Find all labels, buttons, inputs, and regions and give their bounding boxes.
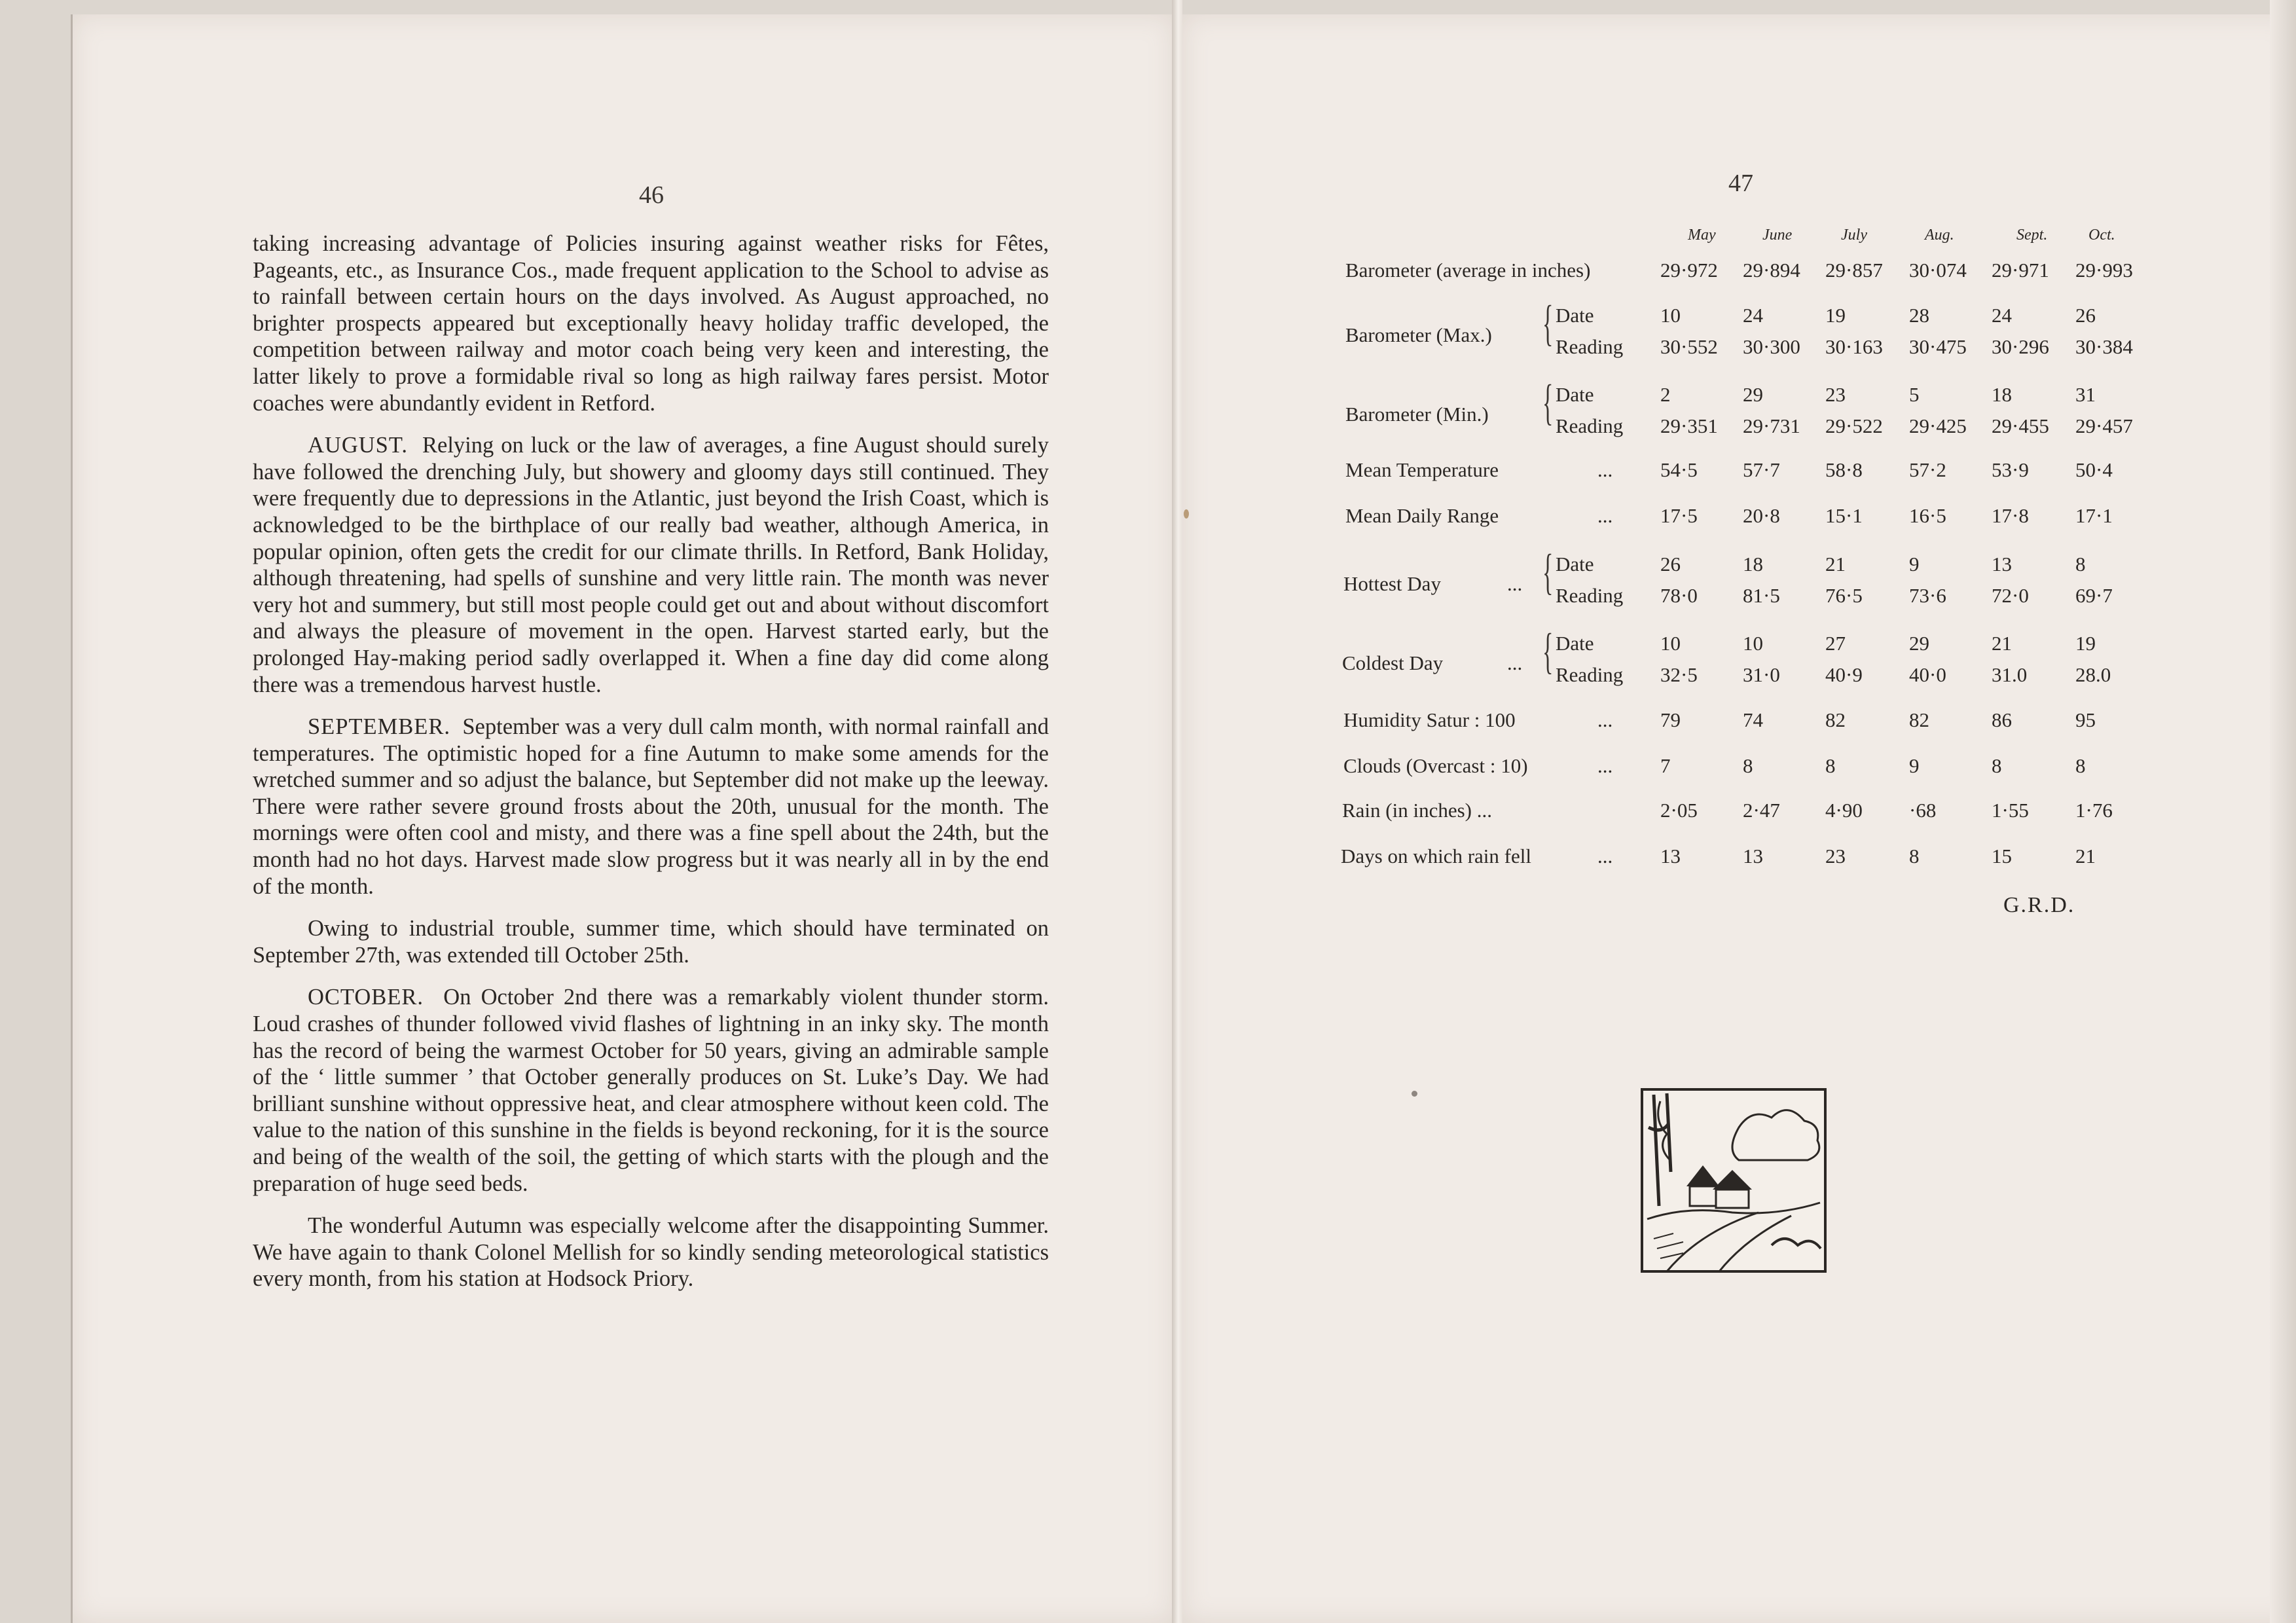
row-leader-dots: ... (1597, 754, 1613, 777)
table-cell-reading: 29·455 (1992, 414, 2049, 437)
table-cell-reading: 40·0 (1909, 663, 1946, 686)
table-cell: 9 (1909, 754, 1920, 777)
table-cell: 13 (1743, 845, 1763, 867)
table-cell-reading: 29·351 (1660, 414, 1718, 437)
table-cell-date: 27 (1825, 632, 1846, 655)
row-label: Mean Daily Range (1345, 504, 1499, 527)
table-cell: 86 (1992, 708, 2012, 731)
table-cell-reading: 40·9 (1825, 663, 1863, 686)
row-leader-dots: ... (1597, 845, 1613, 867)
table-cell-reading: 29·457 (2075, 414, 2133, 437)
table-cell: 13 (1660, 845, 1681, 867)
cottage-vignette (1641, 1088, 1827, 1273)
row-leader-dots: ... (1597, 458, 1613, 481)
table-cell-date: 5 (1909, 383, 1920, 406)
row-label: Coldest Day (1342, 651, 1444, 674)
table-cell: 23 (1825, 845, 1846, 867)
table-cell-date: 19 (2075, 632, 2096, 655)
signature: G.R.D. (2003, 893, 2075, 917)
table-cell: 8 (1825, 754, 1836, 777)
table-cell-date: 8 (2075, 553, 2086, 575)
table-cell-reading: 32·5 (1660, 663, 1698, 686)
table-cell-date: 23 (1825, 383, 1846, 406)
table-cell-reading: 29·425 (1909, 414, 1967, 437)
table-cell-date: 2 (1660, 383, 1671, 406)
table-cell: 30·074 (1909, 259, 1967, 282)
table-cell-reading: 30·475 (1909, 335, 1967, 358)
table-cell: 82 (1825, 708, 1846, 731)
reading-sublabel: Reading (1556, 584, 1624, 607)
table-cell: 7 (1660, 754, 1671, 777)
reading-sublabel: Reading (1556, 663, 1624, 686)
row-brace: { (1542, 296, 1554, 351)
reading-sublabel: Reading (1556, 414, 1624, 437)
page-number-right: 47 (1728, 170, 1753, 197)
table-cell-reading: 30·552 (1660, 335, 1718, 358)
table-cell: ·68 (1909, 799, 1937, 822)
month-header: June (1762, 227, 1793, 244)
table-cell-reading: 72·0 (1992, 584, 2029, 607)
table-cell: 2·47 (1743, 799, 1780, 822)
table-cell: 15 (1992, 845, 2012, 867)
table-cell-reading: 28.0 (2075, 663, 2111, 686)
table-cell-date: 10 (1660, 632, 1681, 655)
row-brace: { (1542, 375, 1554, 430)
table-cell: 29·972 (1660, 259, 1718, 282)
month-header: July (1841, 227, 1867, 244)
paragraph-closing: The wonderful Autumn was especially welcome after the disappointing Summer. We have again to thank Colonel Mellish for so kindly sending meteorological statistics every month, from his station at Hodsock Priory. (253, 1213, 1049, 1292)
table-cell-date: 21 (1825, 553, 1846, 575)
table-cell: 57·7 (1743, 458, 1780, 481)
table-cell-date: 29 (1743, 383, 1763, 406)
month-header: Aug. (1925, 227, 1954, 244)
table-cell-reading: 30·296 (1992, 335, 2049, 358)
september-text: September was a very dull calm month, with normal rainfall and temperatures. The optimistic hoped for a fine Autumn to make some amends for the wretched summer and so adjust the balance, but September did not make up the leeway. There were rather severe ground frosts about the 20th, unusual for the month. The mornings were often cool and misty, and there was a fine spell about the 24th, but the month had no hot days. Harvest made slow progress but it was nearly all in by the end of the month. (253, 714, 1049, 899)
row-brace: { (1542, 545, 1554, 600)
table-cell-date: 26 (1660, 553, 1681, 575)
table-cell-date: 24 (1743, 304, 1763, 327)
table-cell: 2·05 (1660, 799, 1698, 822)
table-cell-reading: 31·0 (1743, 663, 1780, 686)
table-cell: 79 (1660, 708, 1681, 731)
table-cell: 20·8 (1743, 504, 1780, 527)
row-label: Mean Temperature (1345, 458, 1499, 481)
table-cell: 4·90 (1825, 799, 1863, 822)
month-header: Oct. (2088, 227, 2115, 244)
table-cell-date: 21 (1992, 632, 2012, 655)
table-cell: 8 (1992, 754, 2002, 777)
table-cell-date: 18 (1992, 383, 2012, 406)
row-label: Humidity Satur : 100 (1343, 708, 1516, 731)
month-header: Sept. (2016, 227, 2048, 244)
table-cell-reading: 30·163 (1825, 335, 1883, 358)
row-label: Barometer (Max.) (1345, 323, 1492, 346)
table-cell: 29·993 (2075, 259, 2133, 282)
table-cell-reading: 69·7 (2075, 584, 2113, 607)
foxing-mark (1184, 509, 1189, 519)
table-cell: 16·5 (1909, 504, 1946, 527)
row-brace: { (1542, 624, 1554, 679)
date-sublabel: Date (1556, 632, 1594, 655)
table-cell-date: 10 (1743, 632, 1763, 655)
table-cell: 58·8 (1825, 458, 1863, 481)
table-cell-date: 9 (1909, 553, 1920, 575)
august-heading: AUGUST. (308, 433, 408, 458)
row-label: Hottest Day (1343, 572, 1441, 595)
table-cell-reading: 81·5 (1743, 584, 1780, 607)
table-cell: 29·894 (1743, 259, 1800, 282)
table-cell: 8 (1909, 845, 1920, 867)
table-cell-date: 26 (2075, 304, 2096, 327)
table-cell: 8 (2075, 754, 2086, 777)
august-text: Relying on luck or the law of averages, a fine August should surely have followed the drenching July, but showery and gloomy days still continued. They were frequently due to depressions in the Atlantic, just beyond the Irish Coast, which is acknowledged to be the birthplace of our really bad weather, although America, in popular opinion, often gets the credit for our climate thrills. In Retford, Bank Holiday, although threatening, had spells of sunshine and very little rain. The month was never very hot and summery, but still most people could get out and about without discomfort and always the pleasure of movement in the open. Harvest started early, but the prolonged Hay-making period sadly overlapped it. When a fine day did come along there was a tremendous harvest hustle. (253, 433, 1049, 697)
table-cell: 57·2 (1909, 458, 1946, 481)
paragraph-intro: taking increasing advantage of Policies insuring against weather risks for Fêtes, Pageants, etc., as Insurance Cos., made frequent application to the School to advise as to rainfall between certain hours on the days involved. As August approached, no brighter prospects appeared but exceptionally heavy holiday traffic developed, the competition between railway and motor coach being very keen and interesting, the latter likely to prove a formidable rival so long as high railway fares persist. Motor coaches were abundantly evident in Retford. (253, 231, 1049, 416)
table-cell: 1·76 (2075, 799, 2113, 822)
table-cell: 15·1 (1825, 504, 1863, 527)
table-cell: 53·9 (1992, 458, 2029, 481)
table-cell-reading: 76·5 (1825, 584, 1863, 607)
table-cell-reading: 73·6 (1909, 584, 1946, 607)
row-leader-dots: ... (1507, 651, 1523, 674)
september-heading: SEPTEMBER. (308, 714, 450, 740)
reading-sublabel: Reading (1556, 335, 1624, 358)
table-cell-date: 10 (1660, 304, 1681, 327)
table-cell-date: 31 (2075, 383, 2096, 406)
table-cell-date: 24 (1992, 304, 2012, 327)
table-cell: 8 (1743, 754, 1753, 777)
table-cell: 17·8 (1992, 504, 2029, 527)
row-leader-dots: ... (1597, 708, 1613, 731)
row-leader-dots: ... (1507, 572, 1523, 595)
october-text: On October 2nd there was a remarkably violent thunder storm. Loud crashes of thunder followed vivid flashes of lightning in an inky sky. The month has the record of being the warmest October for 50 years, giving an admirable sample of the ‘ little summer ’ that October generally produces on St. Luke’s Day. We had brilliant sunshine without oppressive heat, and clear atmosphere without keen cold. The value to the nation of this sunshine in the fields is beyond reckoning, for it is the source and being of the wealth of the soil, the getting of which starts with the plough and the preparation of huge seed beds. (253, 985, 1049, 1196)
table-cell-reading: 31.0 (1992, 663, 2028, 686)
october-heading: OCTOBER. (308, 985, 424, 1010)
foxing-mark (1412, 1091, 1417, 1097)
table-cell-reading: 30·384 (2075, 335, 2133, 358)
table-cell-date: 13 (1992, 553, 2012, 575)
month-header: May (1688, 227, 1716, 244)
table-cell: 74 (1743, 708, 1763, 731)
table-cell: 82 (1909, 708, 1929, 731)
table-cell: 29·857 (1825, 259, 1883, 282)
date-sublabel: Date (1556, 383, 1594, 406)
table-cell: 17·1 (2075, 504, 2113, 527)
row-leader-dots: ... (1597, 504, 1613, 527)
table-cell-reading: 29·731 (1743, 414, 1800, 437)
table-cell: 17·5 (1660, 504, 1698, 527)
table-cell-date: 19 (1825, 304, 1846, 327)
table-cell: 54·5 (1660, 458, 1698, 481)
date-sublabel: Date (1556, 304, 1594, 327)
table-cell: 95 (2075, 708, 2096, 731)
table-cell: 50·4 (2075, 458, 2113, 481)
date-sublabel: Date (1556, 553, 1594, 575)
table-cell: 29·971 (1992, 259, 2049, 282)
row-label: Rain (in inches) ... (1342, 799, 1493, 822)
table-cell: 21 (2075, 845, 2096, 867)
row-label: Days on which rain fell (1341, 845, 1531, 867)
paragraph-summer-time: Owing to industrial trouble, summer time, which should have terminated on September 27th, was extended till October 25th. (253, 916, 1049, 968)
table-cell-reading: 29·522 (1825, 414, 1883, 437)
table-cell-date: 29 (1909, 632, 1929, 655)
row-label: Clouds (Overcast : 10) (1343, 754, 1528, 777)
table-cell-date: 18 (1743, 553, 1763, 575)
row-label: Barometer (average in inches) (1345, 259, 1591, 282)
table-cell-reading: 78·0 (1660, 584, 1698, 607)
row-label: Barometer (Min.) (1345, 403, 1489, 426)
table-cell: 1·55 (1992, 799, 2029, 822)
table-cell-date: 28 (1909, 304, 1929, 327)
table-cell-reading: 30·300 (1743, 335, 1800, 358)
page-number-left: 46 (639, 181, 664, 209)
